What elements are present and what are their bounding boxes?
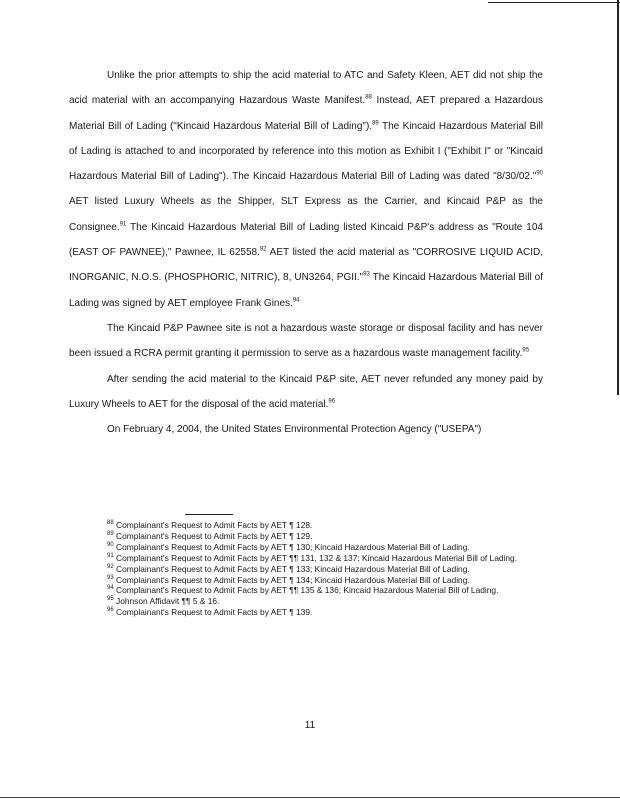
footnote-text: Complainant's Request to Admit Facts by AET ¶ 128. <box>116 520 313 530</box>
footnote-number: 93 <box>107 574 114 581</box>
scan-edge-bottom <box>0 797 620 798</box>
footnote-ref-88: 88 <box>365 94 372 101</box>
p1-text-4: AET listed Luxury Wheels as the Shipper, SLT Express as the Carrier, and Kincaid P&P as the Consignee. <box>69 196 543 233</box>
footnote-text: Complainant's Request to Admit Facts by AET ¶ 139. <box>116 607 313 618</box>
footnote-89 <box>69 531 543 542</box>
p1-text-2: Instead, AET prepared a Hazardous Material Bill of Lading ("Kincaid Hazardous Material Bill of Lading"). <box>69 95 543 132</box>
footnote-ref-94: 94 <box>292 297 300 304</box>
footnote-ref-92: 92 <box>259 246 267 253</box>
footnote-ref-93: 93 <box>363 272 370 279</box>
footnote-ref-90: 90 <box>536 170 543 177</box>
footnote-ref-96: 96 <box>328 398 336 405</box>
p1-text-5: The Kincaid Hazardous Material Bill of Lading listed Kincaid P&P's address as "Route 104 (EAST OF PAWNEE)," Pawnee, IL 62558. <box>69 221 543 259</box>
footnote-number: 92 <box>107 563 114 570</box>
paragraph-refund <box>69 367 543 418</box>
footnote-text: Complainant's Request to Admit Facts by AET ¶ 134; Kincaid Hazardous Material Bill of Lading. <box>116 574 470 585</box>
footnote-separator <box>185 514 233 515</box>
body-text <box>69 63 543 442</box>
p1-text-1: Unlike the prior attempts to ship the acid material to ATC and Safety Kleen, AET did not ship the acid material with an accompanying Hazardous Waste Manifest. <box>69 70 543 107</box>
p1-text-6: AET listed the acid material as "CORROSIVE LIQUID ACID, INORGANIC, N.O.S. (PHOSPHORIC, NITRIC), 8, UN3264, PGII." <box>69 247 543 284</box>
footnote-94 <box>69 585 543 596</box>
footnote-95 <box>69 596 543 607</box>
page-number: 11 <box>304 720 316 731</box>
p1-text-7: The Kincaid Hazardous Material Bill of Lading was signed by AET employee Frank Gines. <box>69 272 544 309</box>
footnote-92 <box>69 564 543 575</box>
footnote-number: 94 <box>107 585 114 592</box>
p3-text-1: After sending the acid material to the Kincaid P&P site, AET never refunded any money paid by Luxury Wheels to AET for the disposal of the acid material. <box>69 373 543 410</box>
footnote-91 <box>69 553 543 564</box>
footnote-number: 95 <box>107 596 114 603</box>
footnote-number: 88 <box>107 520 114 527</box>
footnotes <box>69 520 543 618</box>
scan-edge-top <box>488 2 620 3</box>
paragraph-facility <box>69 316 543 367</box>
footnote-number: 91 <box>107 552 114 559</box>
footnote-text: Complainant's Request to Admit Facts by AET ¶ 133; Kincaid Hazardous Material Bill of Lading. <box>116 563 470 574</box>
paragraph-shipping <box>69 63 543 316</box>
paragraph-usepa <box>69 417 543 442</box>
footnote-number: 89 <box>107 531 114 538</box>
footnote-number: 96 <box>107 607 114 614</box>
footnote-88 <box>69 520 543 531</box>
footnote-ref-89: 89 <box>372 120 379 127</box>
p2-text-1: The Kincaid P&P Pawnee site is not a hazardous waste storage or disposal facility and has never been issued a RCRA permit granting it permission to serve as a hazardous waste management facility. <box>69 322 543 360</box>
footnote-text: Complainant's Request to Admit Facts by AET ¶¶ 135 & 136; Kincaid Hazardous Material Bill of Lading. <box>116 585 499 596</box>
footnote-ref-91: 91 <box>119 221 127 228</box>
footnote-text: Johnson Affidavit ¶¶ 5 & 16. <box>116 596 220 607</box>
footnote-text: Complainant's Request to Admit Facts by AET ¶ 130; Kincaid Hazardous Material Bill of Lading. <box>116 541 470 552</box>
footnote-number: 90 <box>107 542 114 549</box>
footnote-93 <box>69 575 543 586</box>
p1-text-3: The Kincaid Hazardous Material Bill of Lading is attached to and incorporated by reference into this motion as Exhibit I ("Exhibit I" or "Kincaid Hazardous Material Bill of Lading"). The Kincaid Hazardous Material Bill of Lading was dated "8/30/02." <box>69 120 543 183</box>
footnote-text: Complainant's Request to Admit Facts by AET ¶ 129. <box>116 530 313 541</box>
footnote-ref-95: 95 <box>522 347 530 354</box>
footnote-90 <box>69 542 543 553</box>
scan-edge-right <box>617 0 619 395</box>
p4-text-1: On February 4, 2004, the United States Environmental Protection Agency ("USEPA") <box>107 424 482 436</box>
footnote-text: Complainant's Request to Admit Facts by AET ¶¶ 131, 132 & 137; Kincaid Hazardous Material Bill of Lading. <box>116 552 518 563</box>
footnote-96 <box>69 607 543 618</box>
